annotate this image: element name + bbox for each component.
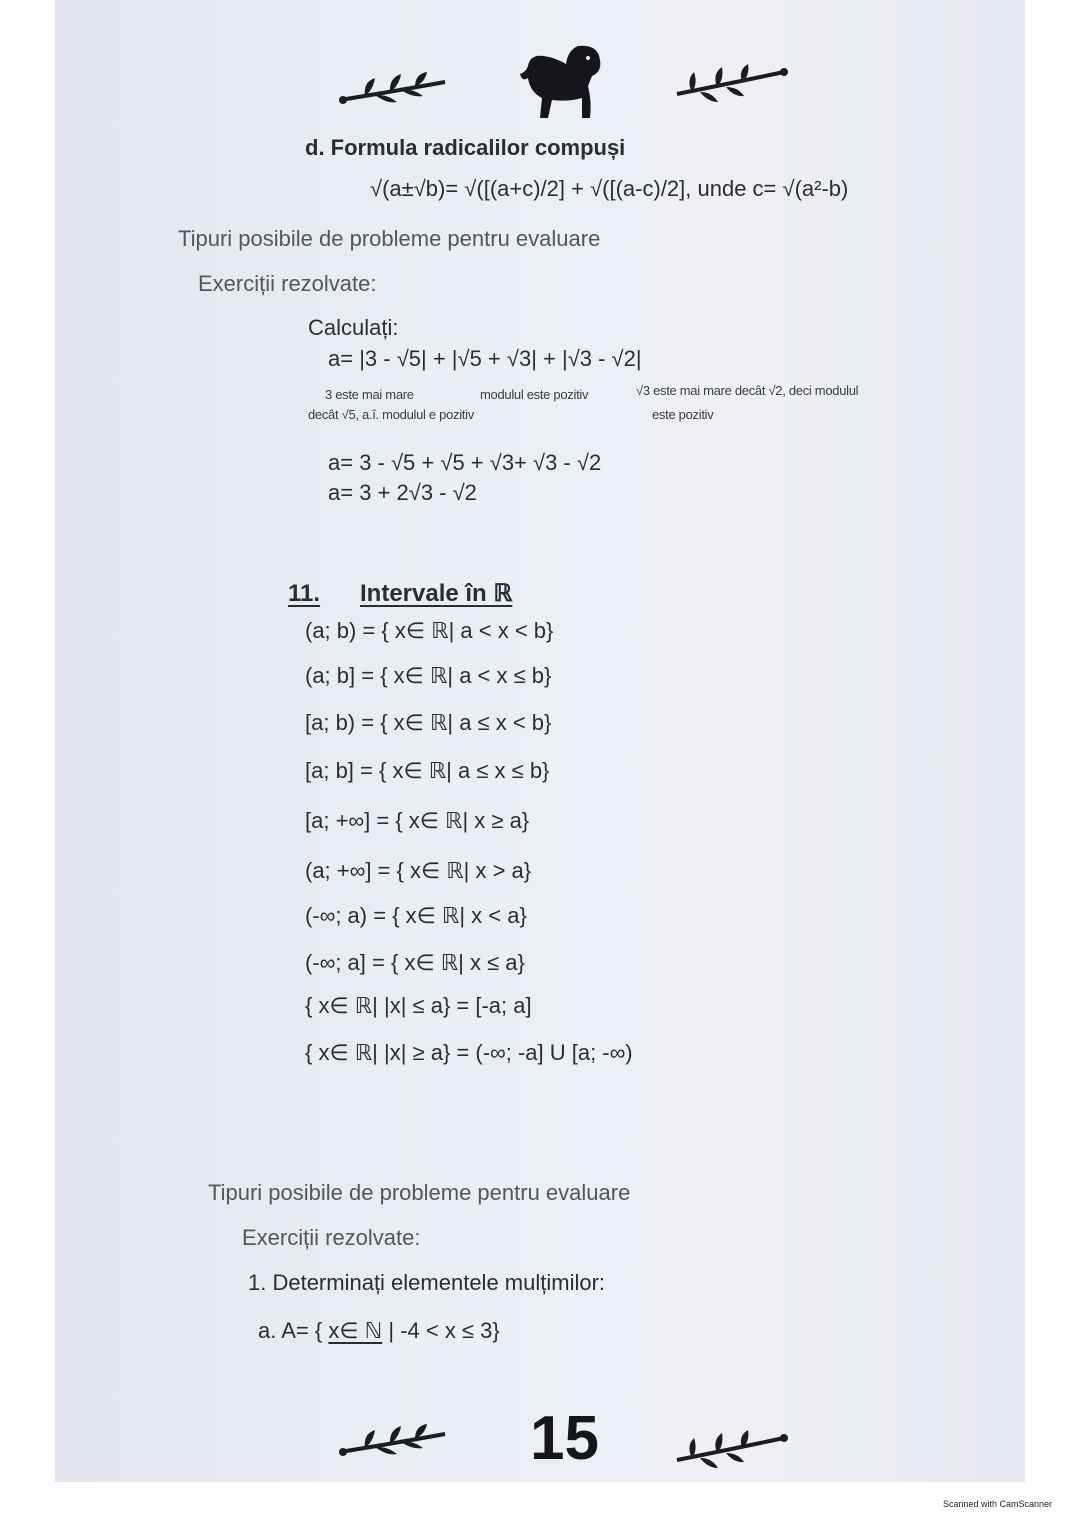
set-item-domain: x∈ ℕ (328, 1318, 383, 1343)
set-item-suffix: | -4 < x ≤ 3} (382, 1318, 500, 1343)
eval-sub-1: Exerciții rezolvate: (198, 271, 377, 296)
note: modulul este pozitiv (480, 387, 589, 402)
lion-icon (518, 42, 608, 120)
interval-line: (a; b] = { x∈ ℝ| a < x ≤ b} (305, 663, 552, 688)
laurel-right-icon (672, 1428, 790, 1472)
compound-radical-formula: √(a±√b)= √([(a+c)/2] + √([(a-c)/2], unde c= √(a²-b) (370, 176, 849, 201)
note: 3 este mai mare (325, 387, 414, 402)
interval-line: (-∞; a] = { x∈ ℝ| x ≤ a} (305, 950, 525, 975)
eval-sub-2: Exerciții rezolvate: (242, 1225, 421, 1250)
section-title: Intervale în ℝ (360, 580, 513, 607)
interval-line: [a; b] = { x∈ ℝ| a ≤ x ≤ b} (305, 758, 550, 783)
interval-line: { x∈ ℝ| |x| ≥ a} = (-∞; -a] U [a; -∞) (305, 1040, 633, 1065)
note: √3 este mai mare decât √2, deci modulul (636, 383, 859, 398)
interval-line: (-∞; a) = { x∈ ℝ| x < a} (305, 903, 527, 928)
eval-heading-2: Tipuri posibile de probleme pentru evaluare (208, 1180, 631, 1205)
interval-line: [a; +∞] = { x∈ ℝ| x ≥ a} (305, 808, 530, 833)
set-item-a (258, 1320, 500, 1342)
eval-heading-1: Tipuri posibile de probleme pentru evaluare (178, 226, 601, 251)
step: a= 3 - √5 + √5 + √3+ √3 - √2 (328, 450, 602, 475)
note: este pozitiv (652, 407, 714, 422)
step: a= 3 + 2√3 - √2 (328, 480, 477, 505)
note: decât √5, a.î. modulul e pozitiv (308, 407, 474, 422)
task-determine: 1. Determinați elementele mulțimilor: (248, 1270, 606, 1295)
laurel-left-icon (335, 1422, 450, 1462)
section-number: 11. (288, 580, 321, 607)
page-sheet (55, 0, 1025, 1482)
interval-line: (a; +∞] = { x∈ ℝ| x > a} (305, 858, 532, 883)
laurel-right-icon (672, 62, 790, 106)
task-calculate: Calculați: (308, 315, 399, 340)
interval-line: (a; b) = { x∈ ℝ| a < x < b} (305, 618, 554, 643)
laurel-left-icon (335, 70, 450, 110)
section-d-title: d. Formula radicalilor compuși (305, 135, 626, 160)
expression: a= |3 - √5| + |√5 + √3| + |√3 - √2| (328, 346, 642, 371)
interval-line: [a; b) = { x∈ ℝ| a ≤ x < b} (305, 710, 552, 735)
page-number: 15 (530, 1404, 599, 1473)
set-item-prefix: a. A= { (258, 1318, 329, 1343)
scanner-watermark: Scanned with CamScanner (942, 1499, 1052, 1509)
interval-line: { x∈ ℝ| |x| ≤ a} = [-a; a] (305, 993, 532, 1018)
